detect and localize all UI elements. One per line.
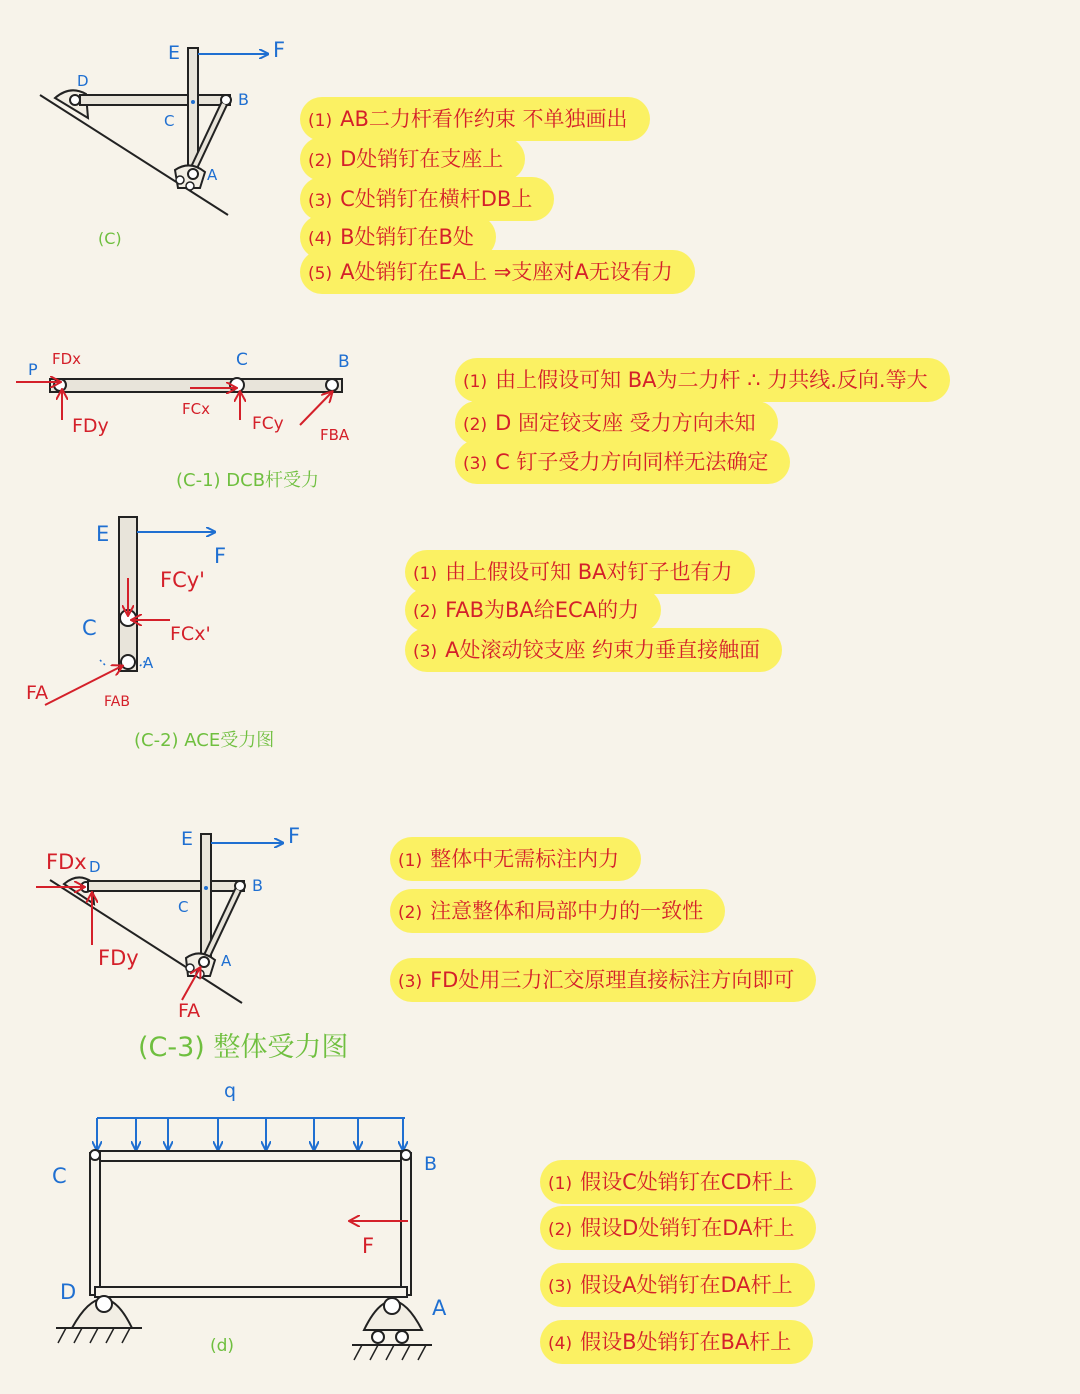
note-d-2: (2) 假设D处销钉在DA杆上 [540, 1206, 816, 1250]
caption-d: (d) [210, 1336, 235, 1356]
caption-c2: (C-2) ACE受力图 [134, 730, 275, 751]
label-e-c3: E [181, 828, 194, 850]
note-c-1: (1) AB二力杆看作约束 不单独画出 [300, 97, 650, 141]
figure-c1 [16, 378, 342, 425]
note-c-4: (4) B处销钉在B处 [300, 215, 496, 259]
label-b: B [238, 90, 249, 109]
note-c3-3: (3) FD处用三力汇交原理直接标注方向即可 [390, 958, 816, 1002]
figure-d [56, 1118, 432, 1360]
note-d-3: (3) 假设A处销钉在DA杆上 [540, 1263, 815, 1307]
label-c-d: C [52, 1164, 67, 1188]
label-d-c3: D [89, 858, 101, 876]
label-a-c2: A [143, 654, 154, 672]
note-c3-1: (1) 整体中无需标注内力 [390, 837, 641, 881]
column-cd [90, 1153, 100, 1295]
label-fcx: FCx [182, 400, 210, 418]
label-fa-c3: FA [178, 1000, 201, 1022]
note-c3-2: (2) 注意整体和局部中力的一致性 [390, 889, 725, 933]
label-c: C [164, 112, 175, 130]
beam-db [80, 95, 230, 105]
label-fcy-c2: FCy' [160, 568, 205, 592]
pin-d [70, 95, 80, 105]
label-fa-c2: FA [26, 682, 49, 704]
label-f-c3: F [288, 824, 301, 848]
caption-c3: (C-3) 整体受力图 [138, 1032, 349, 1063]
note-c2-3: (3) A处滚动铰支座 约束力垂直接触面 [405, 628, 782, 672]
column-ba [401, 1153, 411, 1295]
label-fcy: FCy [252, 414, 284, 434]
figure-c [40, 48, 268, 215]
label-a-d: A [432, 1296, 447, 1320]
label-a: A [207, 166, 218, 184]
label-a-c3: A [221, 952, 232, 970]
label-d: D [77, 72, 89, 90]
label-f-c2: F [214, 544, 227, 568]
label-fab-c2: FAB [104, 694, 130, 710]
label-fdy: FDy [72, 415, 109, 437]
label-b-d: B [424, 1153, 438, 1175]
pin-c [191, 100, 195, 104]
label-e-c2: E [96, 522, 110, 546]
label-b-c1: B [338, 352, 350, 372]
note-c-3: (3) C处销钉在横杆DB上 [300, 177, 554, 221]
beam-dcb [50, 379, 342, 392]
label-e: E [168, 42, 181, 64]
label-d-d: D [60, 1280, 77, 1304]
label-c-c2: C [82, 616, 97, 640]
beam-da [95, 1287, 407, 1297]
note-c1-2: (2) D 固定铰支座 受力方向未知 [455, 401, 778, 445]
note-d-4: (4) 假设B处销钉在BA杆上 [540, 1320, 813, 1364]
note-c1-3: (3) C 钉子受力方向同样无法确定 [455, 440, 790, 484]
note-c-2: (2) D处销钉在支座上 [300, 137, 525, 181]
label-c-c3: C [178, 898, 189, 916]
note-c-5: (5) A处销钉在EA上 ⇒支座对A无设有力 [300, 250, 695, 294]
label-p: P [28, 360, 38, 379]
label-c-c1: C [236, 350, 248, 370]
label-fdx: FDx [52, 350, 82, 368]
note-c2-2: (2) FAB为BA给ECA的力 [405, 588, 661, 632]
caption-c1: (C-1) DCB杆受力 [176, 470, 320, 491]
note-c2-1: (1) 由上假设可知 BA对钉子也有力 [405, 550, 755, 594]
label-fcx-c2: FCx' [170, 623, 211, 645]
label-fdy-c3: FDy [98, 946, 139, 970]
caption-c: (C) [98, 229, 122, 248]
label-q: q [224, 1080, 237, 1102]
label-f: F [273, 38, 286, 62]
note-d-1: (1) 假设C处销钉在CD杆上 [540, 1160, 816, 1204]
beam-cb [95, 1151, 407, 1161]
note-c1-1: (1) 由上假设可知 BA为二力杆 ∴ 力共线.反向.等大 [455, 358, 950, 402]
force-fba-arrow [300, 392, 332, 425]
label-fba: FBA [320, 426, 350, 444]
figure-c2 [45, 517, 215, 705]
label-fdx-c3: FDx [46, 850, 87, 874]
label-f-d: F [362, 1234, 375, 1258]
label-b-c3: B [252, 876, 263, 895]
